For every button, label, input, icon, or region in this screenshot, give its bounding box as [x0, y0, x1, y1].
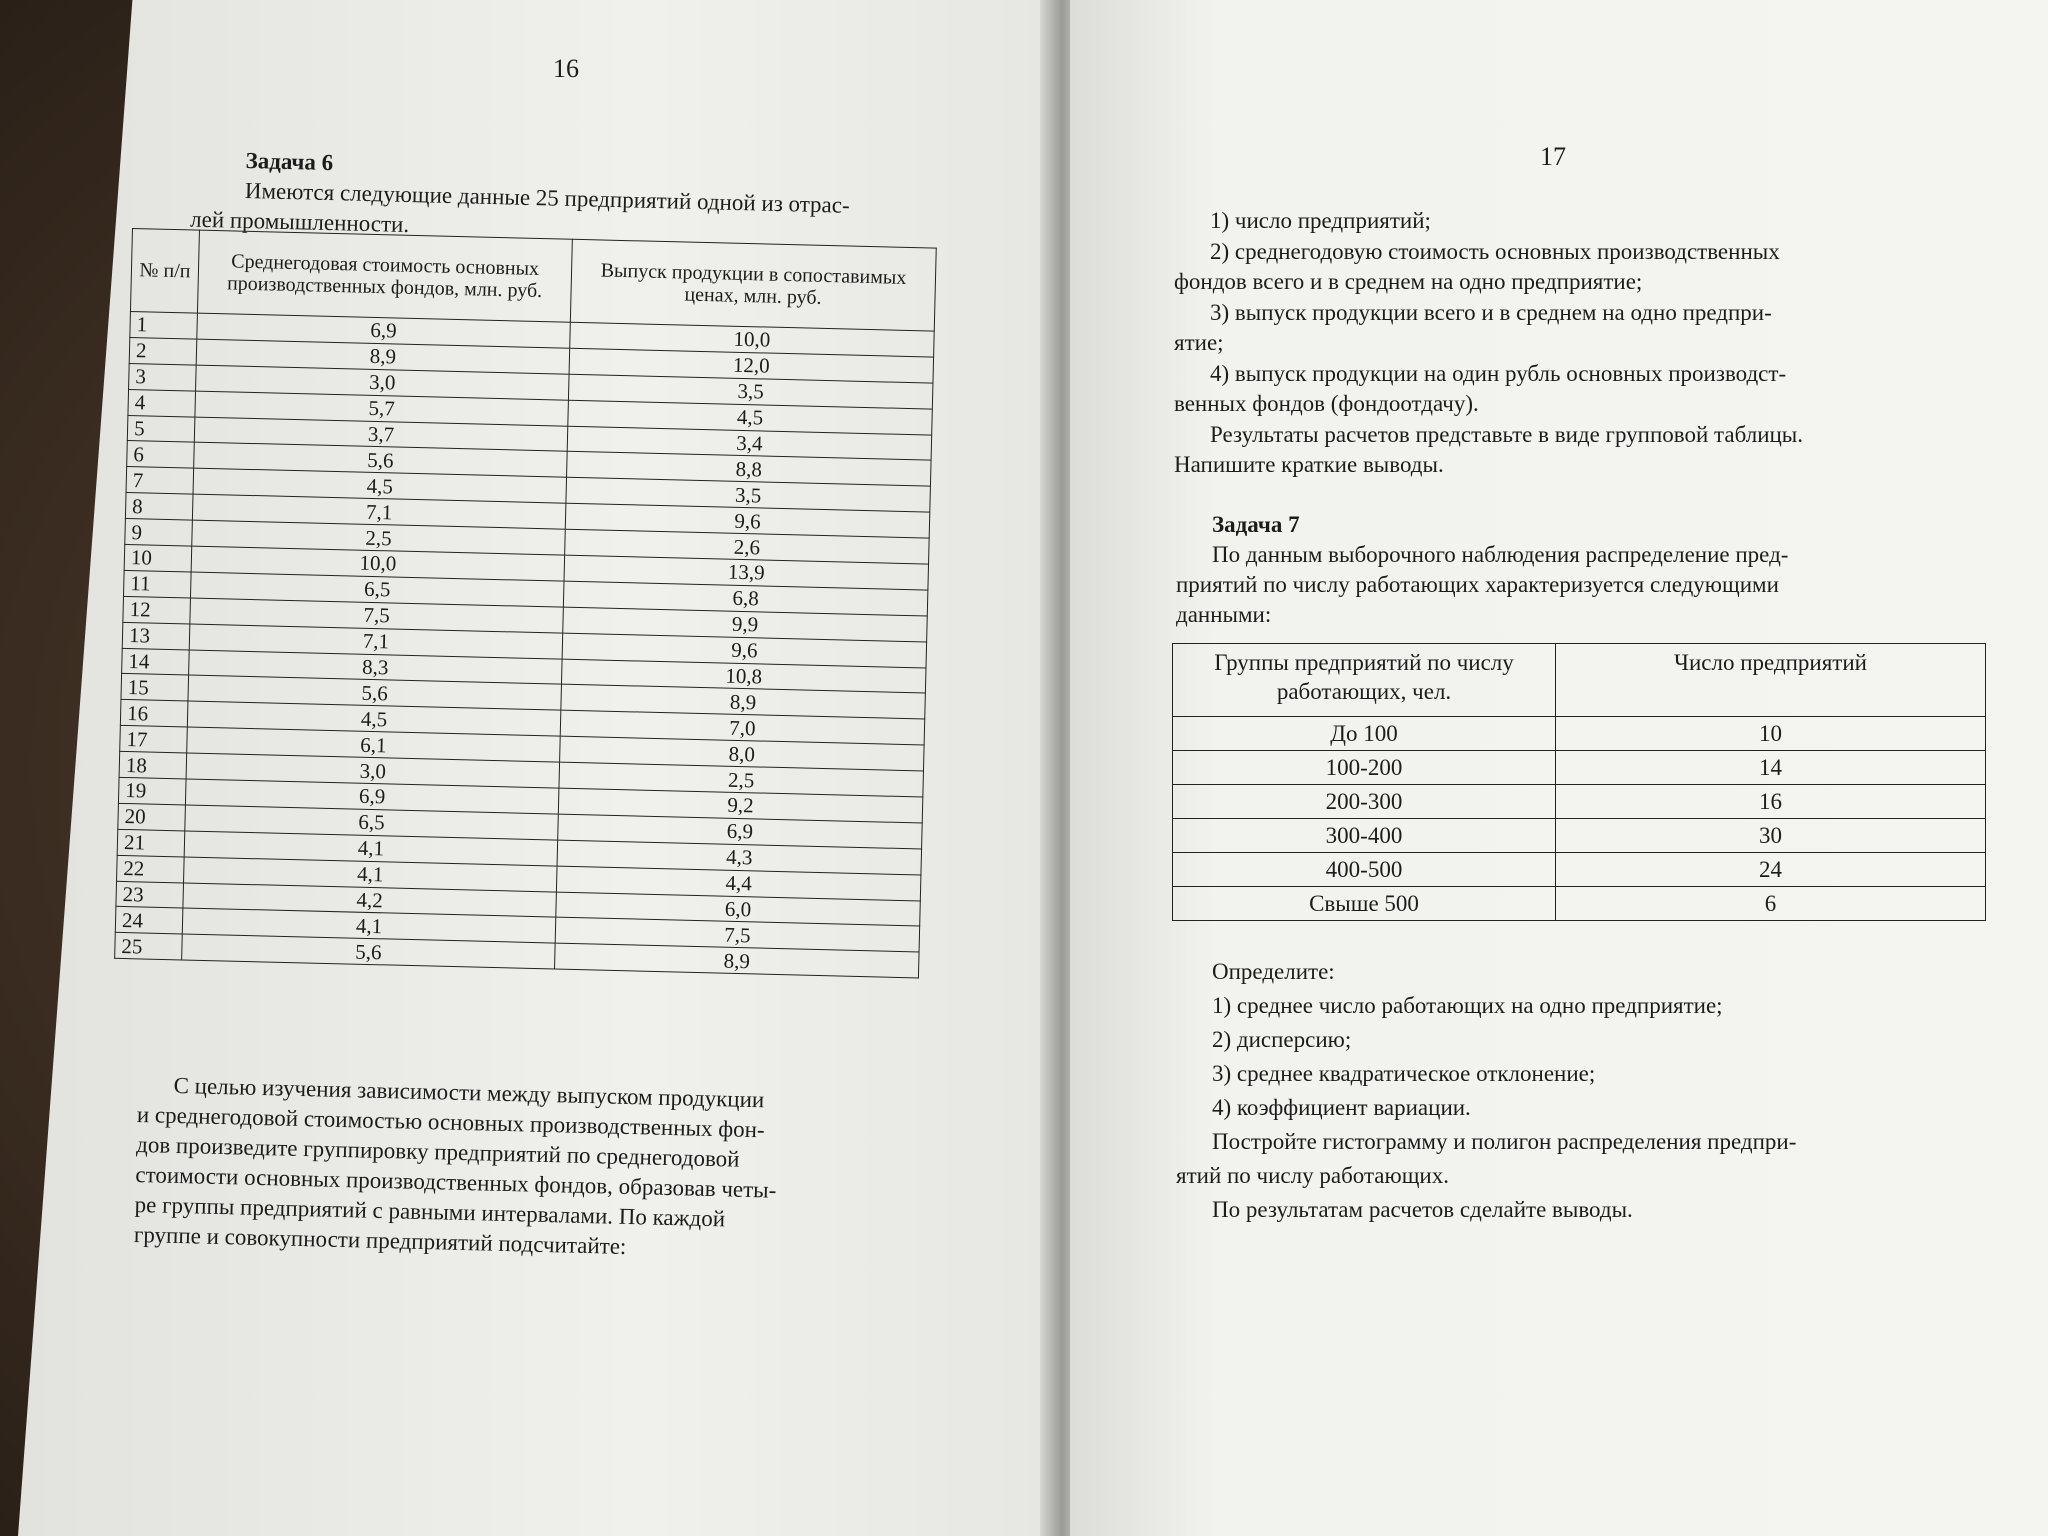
output-cell: 4,5: [568, 400, 933, 435]
table-row: [1173, 785, 1986, 819]
page-number-left: 16: [553, 54, 579, 83]
closing-line: ятий по числу работающих.: [1176, 1163, 1449, 1188]
row-number-cell: 18: [119, 751, 187, 779]
row-number-cell: 8: [125, 493, 193, 521]
output-cell: 2,5: [559, 762, 924, 797]
output-cell: 8,0: [560, 736, 925, 771]
group-cell: 400-500: [1173, 853, 1556, 887]
fixed-assets-cell: 3,7: [194, 417, 568, 452]
employee-distribution-table: [1172, 643, 1986, 921]
output-cell: 10,0: [570, 322, 935, 357]
row-number-cell: 21: [117, 829, 185, 857]
fixed-assets-cell: 4,1: [184, 831, 558, 866]
header-output: Выпуск продукции в сопоставимых ценах, млн. руб.: [570, 239, 936, 331]
row-number-cell: 14: [122, 648, 190, 676]
output-cell: 8,8: [567, 452, 932, 487]
enterprise-table-body: [115, 311, 935, 978]
determine-item: 2) дисперсию;: [1212, 1027, 1352, 1052]
output-cell: 6,0: [556, 892, 921, 927]
count-cell: 14: [1556, 751, 1986, 785]
row-number-cell: 9: [125, 519, 193, 547]
output-cell: 3,4: [567, 426, 932, 461]
instruction-line: дов произведите группировку предприятий по среднегодовой: [135, 1131, 740, 1172]
fixed-assets-cell: 7,1: [192, 494, 566, 529]
group-cell: До 100: [1173, 717, 1556, 751]
output-cell: 6,9: [558, 814, 923, 849]
row-number-cell: 20: [118, 803, 186, 831]
fixed-assets-cell: 8,3: [189, 650, 563, 685]
list-line: 1) число предприятий;: [1210, 208, 1431, 233]
task-7-heading: [1176, 510, 1960, 630]
count-cell: 16: [1556, 785, 1986, 819]
count-cell: 30: [1556, 819, 1986, 853]
list-line: 3) выпуск продукции всего и в среднем на одно предпри-: [1210, 299, 1772, 325]
output-cell: 9,2: [558, 788, 923, 823]
output-cell: 2,6: [565, 529, 930, 564]
row-number-cell: 7: [126, 467, 194, 495]
task-7-intro-line: По данным выборочного наблюдения распределение пред-: [1212, 542, 1789, 567]
header-number: № п/п: [130, 229, 199, 314]
group-cell: 200-300: [1173, 785, 1556, 819]
group-cell: 300-400: [1173, 819, 1556, 853]
determine-item: 1) среднее число работающих на одно предприятие;: [1212, 993, 1723, 1018]
row-number-cell: 5: [127, 415, 195, 443]
table-header-row: [1173, 644, 1986, 717]
header-count: Число предприятий: [1556, 644, 1986, 717]
row-number-cell: 13: [122, 622, 190, 650]
output-cell: 9,6: [565, 503, 930, 538]
task-6-intro-line: Имеются следующие данные 25 предприятий одной из отрас-: [244, 177, 850, 218]
row-number-cell: 12: [123, 596, 191, 624]
fixed-assets-cell: 4,1: [182, 908, 556, 943]
fixed-assets-cell: 3,0: [186, 753, 560, 788]
table-row: [1173, 887, 1986, 921]
row-number-cell: 25: [115, 933, 183, 961]
group-cell: Свыше 500: [1173, 887, 1556, 921]
row-number-cell: 1: [130, 311, 198, 339]
output-cell: 8,9: [555, 943, 920, 978]
list-line: Результаты расчетов представьте в виде групповой таблицы.: [1210, 421, 1804, 447]
instruction-line: С целью изучения зависимости между выпуском продукции: [173, 1072, 765, 1113]
fixed-assets-cell: 4,5: [187, 701, 561, 736]
fixed-assets-cell: 6,9: [197, 313, 571, 348]
instruction-line: и среднегодовой стоимостью основных производственных фон-: [136, 1101, 765, 1143]
list-line: фондов всего и в среднем на одно предприятие;: [1174, 269, 1643, 294]
output-cell: 8,9: [561, 685, 926, 720]
count-cell: 10: [1556, 717, 1986, 751]
task-6-title: Задача 6: [245, 147, 334, 176]
distribution-table-body: [1173, 717, 1986, 921]
output-cell: 4,4: [556, 866, 921, 901]
table-row: [1173, 853, 1986, 887]
task-6-instructions: [134, 1070, 918, 1269]
group-cell: 100-200: [1173, 751, 1556, 785]
table-row: [1173, 717, 1986, 751]
fixed-assets-cell: 5,6: [188, 675, 562, 710]
row-number-cell: 17: [120, 726, 188, 754]
output-cell: 3,5: [568, 374, 933, 409]
count-cell: 24: [1556, 853, 1986, 887]
task-7-title: Задача 7: [1212, 512, 1300, 537]
fixed-assets-cell: 5,6: [182, 934, 556, 969]
fixed-assets-cell: 4,2: [183, 883, 557, 918]
task-7-questions: [1176, 955, 1976, 1227]
fixed-assets-cell: 5,6: [194, 443, 568, 478]
instruction-line: стоимости основных производственных фондов, образовав четы-: [135, 1161, 777, 1203]
closing-line: Постройте гистограмму и полигон распределения предпри-: [1212, 1129, 1797, 1154]
task-6-list: [1174, 206, 1940, 481]
output-cell: 9,9: [563, 607, 928, 642]
output-cell: 13,9: [564, 555, 929, 590]
row-number-cell: 16: [120, 700, 188, 728]
closing-line: По результатам расчетов сделайте выводы.: [1212, 1197, 1633, 1222]
determine-item: 4) коэффициент вариации.: [1212, 1095, 1471, 1120]
row-number-cell: 10: [124, 544, 192, 572]
fixed-assets-cell: 3,0: [196, 365, 570, 400]
row-number-cell: 22: [117, 855, 185, 883]
task-6-intro-line: лей промышленности.: [189, 206, 410, 238]
determine-label: Определите:: [1212, 959, 1335, 984]
output-cell: 7,0: [560, 710, 925, 745]
fixed-assets-cell: 2,5: [192, 520, 566, 555]
output-cell: 10,8: [561, 659, 926, 694]
fixed-assets-cell: 4,1: [184, 857, 558, 892]
output-cell: 12,0: [569, 348, 934, 383]
list-line: венных фондов (фондоотдачу).: [1174, 391, 1479, 416]
instruction-line: ре группы предприятий с равными интервалами. По каждой: [134, 1191, 726, 1232]
row-number-cell: 24: [115, 907, 183, 935]
row-number-cell: 4: [128, 389, 196, 417]
fixed-assets-cell: 6,1: [187, 727, 561, 762]
output-cell: 3,5: [566, 478, 931, 513]
header-groups: Группы предприятий по числу работающих, чел.: [1173, 644, 1556, 717]
fixed-assets-cell: 7,1: [189, 624, 563, 659]
row-number-cell: 19: [118, 777, 186, 805]
output-cell: 6,8: [563, 581, 928, 616]
instruction-line: группе и совокупности предприятий подсчитайте:: [133, 1221, 627, 1259]
task-7-intro-line: данными:: [1176, 602, 1272, 627]
list-line: ятие;: [1174, 330, 1224, 355]
list-line: Напишите краткие выводы.: [1174, 452, 1444, 477]
fixed-assets-cell: 7,5: [190, 598, 564, 633]
determine-item: 3) среднее квадратическое отклонение;: [1212, 1061, 1596, 1086]
fixed-assets-cell: 6,9: [185, 779, 559, 814]
task-7-intro-line: приятий по числу работающих характеризуется следующими: [1176, 572, 1779, 597]
row-number-cell: 6: [127, 441, 195, 469]
fixed-assets-cell: 6,5: [185, 805, 559, 840]
output-cell: 7,5: [555, 918, 920, 953]
row-number-cell: 15: [121, 674, 189, 702]
enterprise-data-table: [114, 228, 937, 979]
list-line: 4) выпуск продукции на один рубль основных производст-: [1210, 360, 1787, 386]
row-number-cell: 3: [129, 363, 197, 391]
table-row: [1173, 751, 1986, 785]
row-number-cell: 2: [129, 337, 197, 365]
fixed-assets-cell: 10,0: [191, 546, 565, 581]
output-cell: 4,3: [557, 840, 922, 875]
fixed-assets-cell: 5,7: [195, 391, 569, 426]
table-row: [1173, 819, 1986, 853]
header-fixed-assets: Среднегодовая стоимость основных производственных фондов, млн. руб.: [197, 230, 572, 322]
list-line: 2) среднегодовую стоимость основных производственных: [1210, 238, 1780, 264]
output-cell: 9,6: [562, 633, 927, 668]
row-number-cell: 11: [124, 570, 192, 598]
count-cell: 6: [1556, 887, 1986, 921]
fixed-assets-cell: 6,5: [190, 572, 564, 607]
fixed-assets-cell: 8,9: [196, 339, 570, 374]
row-number-cell: 23: [116, 881, 184, 909]
page-number-right: 17: [1540, 142, 1566, 171]
fixed-assets-cell: 4,5: [193, 468, 567, 503]
